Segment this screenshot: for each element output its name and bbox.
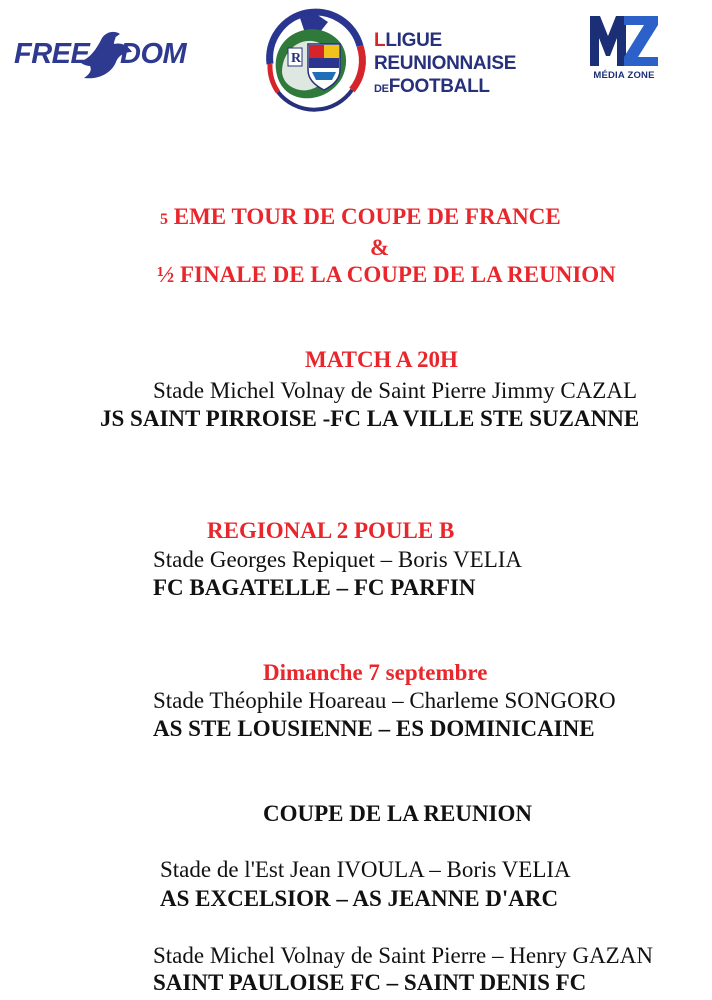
lrf-logo-line1: LLIGUE [374, 30, 442, 51]
freedom-logo [10, 28, 195, 84]
media-zone-caption: MÉDIA ZONE [593, 70, 655, 81]
section-heading-sunday: Dimanche 7 septembre [263, 660, 488, 685]
freedom-logo-right-text: DOM [120, 38, 187, 70]
title-line1-number: 5 [160, 211, 168, 228]
match-teams: JS SAINT PIRROISE -FC LA VILLE STE SUZANNE [100, 406, 640, 431]
match-venue: Stade Michel Volnay de Saint Pierre Jimmy CAZAL [153, 378, 638, 403]
match-venue: Stade Michel Volnay de Saint Pierre – Henry GAZAN [153, 943, 653, 968]
section-heading-coupe-reunion: COUPE DE LA REUNION [263, 801, 533, 826]
lrf-logo [256, 6, 516, 116]
svg-text:R: R [291, 51, 302, 66]
lrf-crest-icon [256, 6, 376, 116]
title-line2: ½ FINALE DE LA COUPE DE LA REUNION [157, 262, 616, 287]
title-line1 [160, 204, 561, 230]
section-heading-regional: REGIONAL 2 POULE B [207, 518, 455, 543]
match-venue: Stade Théophile Hoareau – Charleme SONGORO [153, 688, 616, 713]
title-line1-text: EME TOUR DE COUPE DE FRANCE [168, 204, 561, 229]
mz-monogram-icon [588, 12, 660, 68]
match-teams: SAINT PAULOISE FC – SAINT DENIS FC [153, 970, 587, 995]
match-teams: AS STE LOUSIENNE – ES DOMINICAINE [153, 716, 595, 741]
media-zone-logo [588, 12, 660, 82]
section-heading-match-20h: MATCH A 20H [305, 347, 458, 372]
freedom-logo-left-text: FREE [14, 38, 90, 70]
lrf-logo-line3: DEFOOTBALL [374, 76, 490, 97]
match-venue: Stade Georges Repiquet – Boris VELIA [153, 547, 523, 572]
title-ampersand: & [370, 235, 390, 260]
match-venue: Stade de l'Est Jean IVOULA – Boris VELIA [160, 857, 571, 882]
match-teams: AS EXCELSIOR – AS JEANNE D'ARC [160, 886, 559, 911]
match-teams: FC BAGATELLE – FC PARFIN [153, 575, 476, 600]
lrf-logo-line2: REUNIONNAISE [374, 53, 517, 74]
